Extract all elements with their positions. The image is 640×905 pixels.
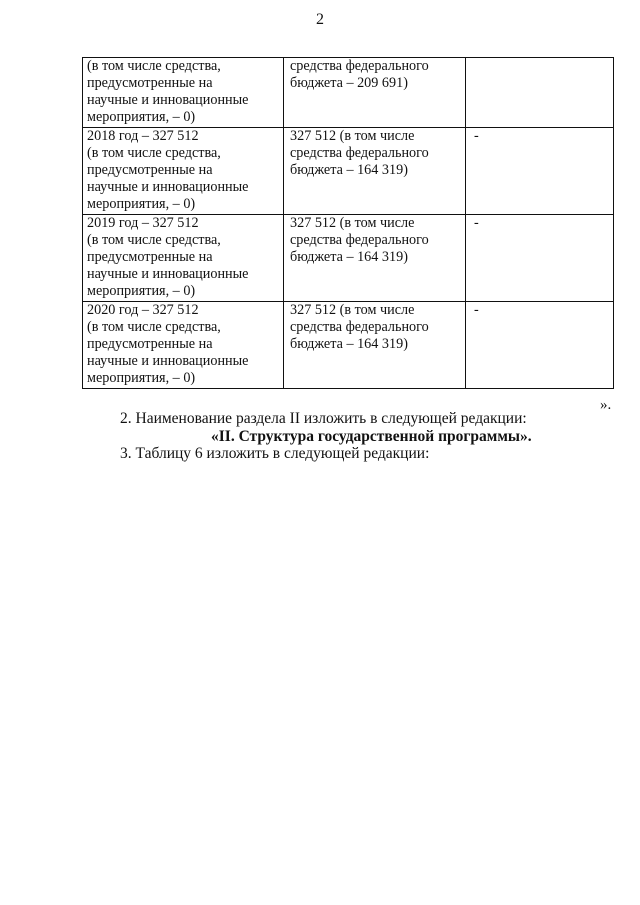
page-number: 2 — [316, 11, 324, 28]
table-row — [83, 215, 614, 302]
cell-line: мероприятия, – 0) — [87, 370, 196, 386]
closing-quote: ». — [600, 397, 612, 413]
cell-line: средства федерального — [290, 319, 429, 335]
table-cell-col3 — [466, 128, 614, 215]
table-cell-col2 — [284, 215, 466, 302]
table-cell-col1 — [83, 215, 284, 302]
cell-line: 2018 год – 327 512 — [87, 128, 199, 144]
cell-line: (в том числе средства, — [87, 232, 221, 248]
cell-line: - — [474, 215, 479, 231]
financing-table — [82, 57, 614, 389]
table-cell-col2 — [284, 128, 466, 215]
table-cell-col1 — [83, 302, 284, 389]
cell-line: 327 512 (в том числе — [290, 128, 415, 144]
table-row — [83, 302, 614, 389]
cell-line: бюджета – 164 319) — [290, 162, 408, 178]
cell-line: 327 512 (в том числе — [290, 302, 415, 318]
cell-line: научные и инновационные — [87, 353, 249, 369]
item-3-text: 3. Таблицу 6 изложить в следующей редакции: — [120, 445, 430, 462]
table-cell-col3 — [466, 302, 614, 389]
cell-line: бюджета – 164 319) — [290, 249, 408, 265]
table-cell-col2 — [284, 302, 466, 389]
cell-line: предусмотренные на — [87, 249, 213, 265]
cell-line: средства федерального — [290, 232, 429, 248]
table-cell-col1 — [83, 128, 284, 215]
cell-line: научные и инновационные — [87, 179, 249, 195]
cell-line: научные и инновационные — [87, 92, 249, 108]
cell-line: 2020 год – 327 512 — [87, 302, 199, 318]
table-cell-col3 — [466, 58, 614, 128]
cell-line: научные и инновационные — [87, 266, 249, 282]
cell-line: бюджета – 209 691) — [290, 75, 408, 91]
item-2-text: 2. Наименование раздела II изложить в следующей редакции: — [120, 410, 527, 427]
table-row — [83, 58, 614, 128]
cell-line: (в том числе средства, — [87, 319, 221, 335]
table-cell-col3 — [466, 215, 614, 302]
cell-line: предусмотренные на — [87, 336, 213, 352]
section-title: «II. Структура государственной программы». — [211, 428, 532, 445]
cell-line: средства федерального — [290, 58, 429, 74]
cell-line: мероприятия, – 0) — [87, 109, 196, 125]
cell-line: 327 512 (в том числе — [290, 215, 415, 231]
cell-line: мероприятия, – 0) — [87, 196, 196, 212]
cell-line: средства федерального — [290, 145, 429, 161]
cell-line: (в том числе средства, — [87, 58, 221, 74]
cell-line: (в том числе средства, — [87, 145, 221, 161]
table-row — [83, 128, 614, 215]
cell-line: мероприятия, – 0) — [87, 283, 196, 299]
cell-line: предусмотренные на — [87, 75, 213, 91]
cell-line: - — [474, 302, 479, 318]
table-cell-col2 — [284, 58, 466, 128]
cell-line: предусмотренные на — [87, 162, 213, 178]
cell-line: - — [474, 128, 479, 144]
cell-line: 2019 год – 327 512 — [87, 215, 199, 231]
table-cell-col1 — [83, 58, 284, 128]
cell-line: бюджета – 164 319) — [290, 336, 408, 352]
